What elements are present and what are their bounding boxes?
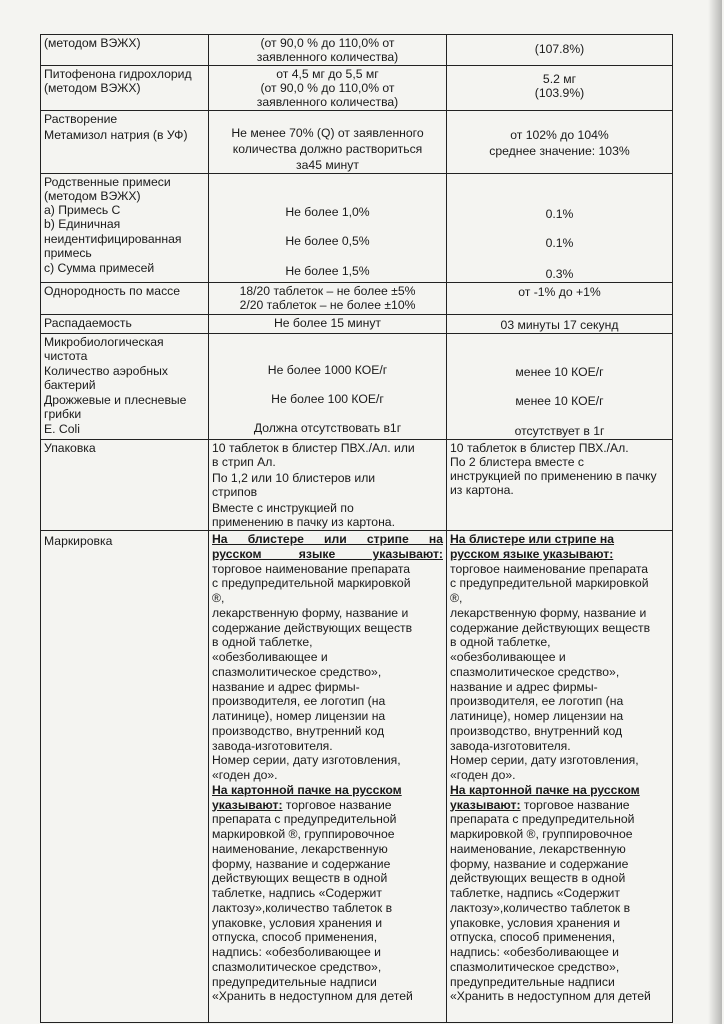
cell-line: Распадаемость	[44, 316, 132, 330]
parameter-cell	[41, 334, 209, 440]
cell-line: чистота	[44, 349, 88, 363]
cell-line: лактозу»,количество таблеток в	[450, 900, 631, 915]
cell-line: таблетке, надпись «Содержит	[450, 886, 620, 900]
cell-line: таблетке, надпись «Содержит	[212, 886, 382, 900]
cell-line: спазмолитическое средство»,	[450, 959, 620, 974]
cell-line: латинице), номер лицензии на	[450, 709, 624, 723]
marking-heading: указывают:	[450, 797, 521, 812]
cell-line: надпись: «обезболивающее и	[450, 945, 619, 959]
cell-line: завода-изготовителя.	[450, 738, 571, 753]
parameter-cell	[41, 111, 209, 174]
cell-line: Растворение	[44, 112, 118, 126]
cell-line: действующих веществ в одной	[212, 871, 388, 886]
cell-line: Родственные примеси	[44, 175, 171, 189]
cell-line: производителя, ее логотип (на	[450, 694, 624, 709]
cell-line: отпуска, способ применения,	[212, 930, 378, 945]
requirement-cell	[209, 531, 447, 1023]
cell-line: спазмолитическое средство»,	[212, 664, 382, 679]
result-cell	[447, 531, 673, 1023]
cell-line: 5.2 мг	[542, 72, 577, 86]
cell-line: (от 90,0 % до 110,0% от	[260, 81, 395, 95]
requirement-cell	[209, 111, 447, 174]
table-row	[41, 111, 673, 174]
parameter-cell	[41, 531, 209, 1023]
cell-line: Упаковка	[44, 441, 96, 455]
cell-line: с предупредительной маркировкой	[212, 576, 411, 591]
marking-heading: На картонной пачке на русском	[450, 782, 640, 797]
table-row-marking	[41, 531, 673, 1023]
cell-line: торговое название	[520, 797, 630, 812]
cell-line: «годен до».	[212, 768, 278, 782]
cell-line: в стрип Ал.	[212, 455, 276, 469]
cell-line: b) Единичная	[44, 217, 121, 231]
cell-line: 0.1%	[545, 236, 574, 250]
result-cell	[447, 174, 673, 283]
cell-line: Номер серии, дату изготовления,	[212, 753, 401, 768]
cell-line: Микробиологическая	[44, 335, 164, 349]
requirement-cell	[209, 334, 447, 440]
cell-line: ®,	[450, 591, 463, 605]
cell-line: содержание действующих веществ	[212, 620, 413, 635]
parameter-cell	[41, 35, 209, 66]
requirement-cell	[209, 35, 447, 66]
result-cell	[447, 66, 673, 111]
cell-line: Дрожжевые и плесневые	[44, 393, 187, 407]
cell-line: инструкцией по применению в пачку	[450, 469, 657, 483]
result-cell	[447, 334, 673, 440]
cell-line: Метамизол натрия (в УФ)	[44, 128, 188, 142]
result-cell	[447, 35, 673, 66]
cell-line: наименование, лекарственную	[212, 841, 388, 856]
cell-line: «Хранить в недоступном для детей	[212, 989, 413, 1004]
cell-line: предупредительные надписи	[212, 974, 377, 989]
table-row	[41, 174, 673, 283]
cell-line: Не менее 70% (Q) от заявленного	[231, 126, 424, 140]
cell-line: неидентифицированная	[44, 232, 182, 246]
cell-line: менее 10 КОЕ/г	[515, 365, 604, 379]
cell-line: заявленного количества)	[256, 50, 399, 64]
result-cell	[447, 315, 673, 334]
cell-line: препарата с предупредительной	[450, 812, 635, 827]
cell-line: маркировкой ®, группировочное	[212, 827, 395, 841]
requirement-cell	[209, 315, 447, 334]
cell-line: (107.8%)	[534, 42, 585, 56]
cell-line: Не более 0,5%	[285, 234, 370, 248]
cell-line: ®,	[212, 591, 225, 605]
cell-line: Не более 1,5%	[285, 264, 370, 278]
parameter-cell	[41, 440, 209, 531]
marking-heading: На блистере или стрипе на	[450, 532, 615, 546]
cell-line: E. Coli	[44, 422, 80, 436]
requirement-cell	[209, 440, 447, 531]
cell-line: спазмолитическое средство»,	[212, 959, 382, 974]
marking-heading: На блистере или стрипе на	[212, 532, 443, 546]
cell-line: из картона.	[450, 483, 514, 497]
cell-line: завода-изготовителя.	[212, 738, 333, 753]
cell-line: надпись: «обезболивающее и	[212, 945, 381, 959]
cell-line: торговое наименование препарата	[450, 561, 649, 576]
cell-line: от 102% до 104%	[510, 128, 609, 142]
cell-line: (методом ВЭЖХ)	[44, 81, 141, 95]
cell-line: лекарственную форму, название и	[212, 605, 409, 620]
cell-line: менее 10 КОЕ/г	[515, 394, 604, 408]
cell-line: Не более 15 минут	[273, 316, 382, 330]
table-row	[41, 66, 673, 111]
cell-line: наименование, лекарственную	[450, 841, 626, 856]
table-row	[41, 440, 673, 531]
cell-line: Не более 1000 КОЕ/г	[267, 363, 388, 377]
cell-line: Не более 1,0%	[285, 205, 370, 219]
cell-line: бактерий	[44, 378, 96, 392]
cell-line: Номер серии, дату изготовления,	[450, 753, 639, 768]
marking-heading: русском языке указывают:	[450, 546, 614, 561]
cell-line: название и адрес фирмы-	[212, 679, 360, 694]
cell-line: Количество аэробных	[44, 364, 168, 378]
cell-line: спазмолитическое средство»,	[450, 664, 620, 679]
cell-line: производство, внутренний код	[212, 723, 385, 738]
cell-line: латинице), номер лицензии на	[212, 709, 386, 723]
cell-line: 10 таблеток в блистер ПВХ./Ал. или	[212, 441, 415, 455]
cell-line: препарата с предупредительной	[212, 812, 397, 827]
parameter-cell	[41, 66, 209, 111]
cell-line: (от 90,0 % до 110,0% от	[260, 36, 395, 50]
result-cell	[447, 111, 673, 174]
cell-line: стрипов	[212, 485, 258, 499]
cell-line: Однородность по массе	[44, 284, 181, 298]
parameter-cell	[41, 315, 209, 334]
cell-line: количества должно раствориться	[232, 142, 423, 156]
cell-line: производителя, ее логотип (на	[212, 694, 386, 709]
scan-edge-shadow	[708, 0, 722, 1024]
marking-heading: указывают:	[212, 797, 283, 812]
cell-line: в одной таблетке,	[212, 635, 313, 650]
cell-line: 0.1%	[545, 207, 574, 221]
table-row	[41, 35, 673, 66]
cell-line: Вместе с инструкцией по	[212, 501, 354, 515]
cell-line: а) Примесь С	[44, 203, 121, 217]
cell-line: 2/20 таблеток – не более ±10%	[239, 298, 416, 312]
cell-line: содержание действующих веществ	[450, 620, 651, 635]
cell-line: с предупредительной маркировкой	[450, 576, 649, 591]
cell-line: торговое наименование препарата	[212, 561, 411, 576]
cell-line: По 2 блистера вместе с	[450, 455, 584, 469]
cell-line: среднее значение: 103%	[489, 144, 630, 158]
cell-line: производство, внутренний код	[450, 723, 623, 738]
specification-table	[40, 34, 673, 1023]
cell-line: 0.3%	[545, 267, 574, 281]
cell-line: упаковке, условия хранения и	[450, 915, 621, 930]
cell-line: торговое название	[282, 797, 392, 812]
result-cell	[447, 440, 673, 531]
marking-heading: русском языке указывают:	[212, 546, 443, 561]
cell-line: По 1,2 или 10 блистеров или	[212, 471, 376, 485]
parameter-cell	[41, 174, 209, 283]
requirement-cell	[209, 66, 447, 111]
table-row	[41, 334, 673, 440]
cell-line: 03 минуты 17 секунд	[500, 318, 619, 332]
result-cell	[447, 283, 673, 315]
cell-line: Маркировка	[44, 534, 113, 548]
table-row	[41, 315, 673, 334]
cell-line: (методом ВЭЖХ)	[44, 189, 141, 203]
cell-line: отпуска, способ применения,	[450, 930, 616, 945]
cell-line: заявленного количества)	[256, 95, 399, 109]
parameter-cell	[41, 283, 209, 315]
cell-line: Должна отсутствовать в1г	[253, 421, 402, 435]
cell-line: упаковке, условия хранения и	[212, 915, 383, 930]
marking-heading: На картонной пачке на русском	[212, 782, 402, 797]
cell-line: лекарственную форму, название и	[450, 605, 647, 620]
cell-line: «обезболивающее и	[212, 650, 328, 664]
cell-line: форму, название и содержание	[212, 856, 391, 871]
cell-line: «годен до».	[450, 768, 516, 782]
cell-line: название и адрес фирмы-	[450, 679, 598, 694]
cell-line: действующих веществ в одной	[450, 871, 626, 886]
cell-line: за45 минут	[296, 158, 359, 172]
cell-line: от -1% до +1%	[518, 285, 601, 299]
cell-line: применению в пачку из картона.	[212, 515, 395, 529]
cell-line: маркировкой ®, группировочное	[450, 827, 633, 841]
cell-line: Не более 100 КОЕ/г	[271, 392, 384, 406]
cell-line: лактозу»,количество таблеток в	[212, 900, 393, 915]
table-row	[41, 283, 673, 315]
cell-line: грибки	[44, 407, 82, 421]
cell-line: от 4,5 мг до 5,5 мг	[276, 67, 379, 81]
requirement-cell	[209, 283, 447, 315]
cell-line: «обезболивающее и	[450, 650, 566, 664]
cell-line: 10 таблеток в блистер ПВХ./Ал.	[450, 441, 629, 455]
cell-line: форму, название и содержание	[450, 856, 629, 871]
cell-line: «Хранить в недоступном для детей	[450, 989, 651, 1004]
cell-line: отсутствует в 1г	[514, 424, 605, 438]
cell-line: с) Сумма примесей	[44, 261, 155, 275]
requirement-cell	[209, 174, 447, 283]
cell-line: примесь	[44, 246, 92, 260]
cell-line: Питофенона гидрохлорид	[44, 67, 192, 81]
cell-line: (103.9%)	[534, 86, 585, 100]
cell-line: 18/20 таблеток – не более ±5%	[239, 284, 416, 298]
cell-line: предупредительные надписи	[450, 974, 615, 989]
cell-line: в одной таблетке,	[450, 635, 551, 650]
cell-line: (методом ВЭЖХ)	[44, 36, 141, 50]
